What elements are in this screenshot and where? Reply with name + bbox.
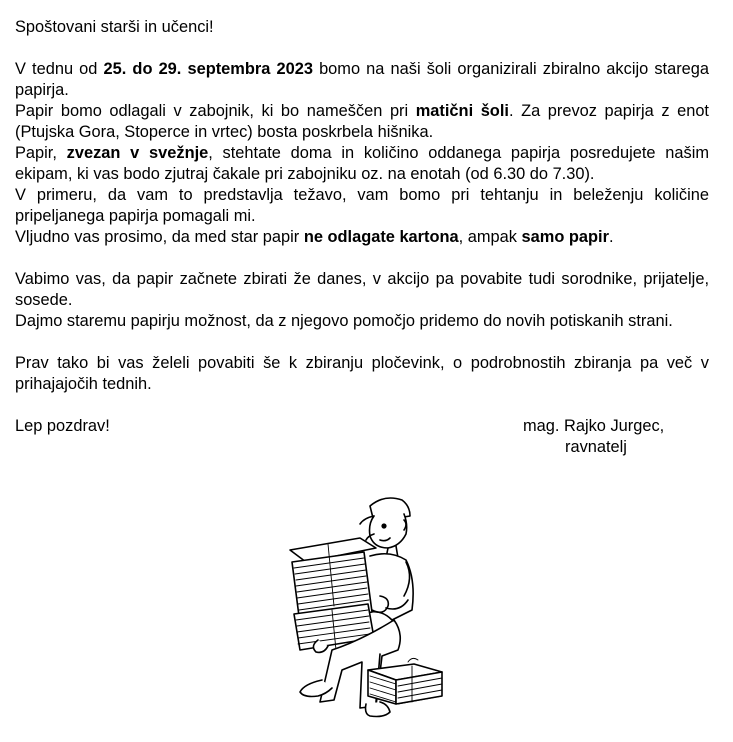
- text: Papir,: [15, 144, 67, 162]
- closing: Lep pozdrav!: [15, 417, 110, 435]
- only-paper: samo papir: [521, 228, 609, 246]
- text: Vljudno vas prosimo, da med star papir: [15, 228, 304, 246]
- paragraph-request: [15, 227, 709, 248]
- signature-role: ravnatelj: [565, 438, 627, 456]
- text: . Za prevoz papirja z enot (Ptujska Gora, Stoperce in vrtec) bosta poskrbela hišnika.: [15, 102, 709, 141]
- greeting: Spoštovani starši in učenci!: [15, 18, 214, 36]
- bundled-note: zvezan v svežnje: [66, 144, 209, 162]
- text: V tednu od: [15, 60, 104, 78]
- location: matični šoli: [415, 102, 509, 120]
- no-cardboard: ne odlagate kartona: [303, 228, 459, 246]
- signature-name: mag. Rajko Jurgec,: [523, 417, 665, 435]
- paragraph-cans: Prav tako bi vas želeli povabiti še k zbiranju pločevink, o podrobnostih zbiranja pa več v prihajajočih tednih.: [15, 354, 709, 393]
- paragraph-dates: [15, 59, 709, 101]
- text: Papir bomo odlagali v zabojnik, ki bo nameščen pri: [15, 102, 416, 120]
- paragraph-chance: Dajmo staremu papirju možnost, da z njegovo pomočjo pridemo do novih potiskanih strani.: [15, 312, 673, 330]
- text: , stehtate doma in količino oddanega papirja posredujete našim ekipam, ki vas bodo zjutraj čakale pri zabojniku oz. na enotah (od 6.30 do 7.30).: [15, 144, 710, 183]
- man-carrying-paper-icon: [262, 490, 462, 722]
- paragraph-location: [15, 101, 709, 143]
- text: , ampak: [458, 228, 522, 246]
- paragraph-bundles: [15, 143, 709, 185]
- sign-off: [15, 416, 709, 458]
- text: .: [608, 228, 614, 246]
- collection-dates: 25. do 29. septembra 2023: [103, 60, 313, 78]
- paragraph-help: V primeru, da vam to predstavlja težavo, vam bomo pri tehtanju in beleženju količine pripeljanega papirja pomagali mi.: [15, 186, 709, 225]
- text: bomo na naši šoli organizirali zbiralno akcijo starega papirja.: [15, 60, 710, 99]
- paragraph-invite: Vabimo vas, da papir začnete zbirati že danes, v akcijo pa povabite tudi sorodnike, prijatelje, sosede.: [15, 270, 709, 309]
- letter-body: [15, 17, 709, 458]
